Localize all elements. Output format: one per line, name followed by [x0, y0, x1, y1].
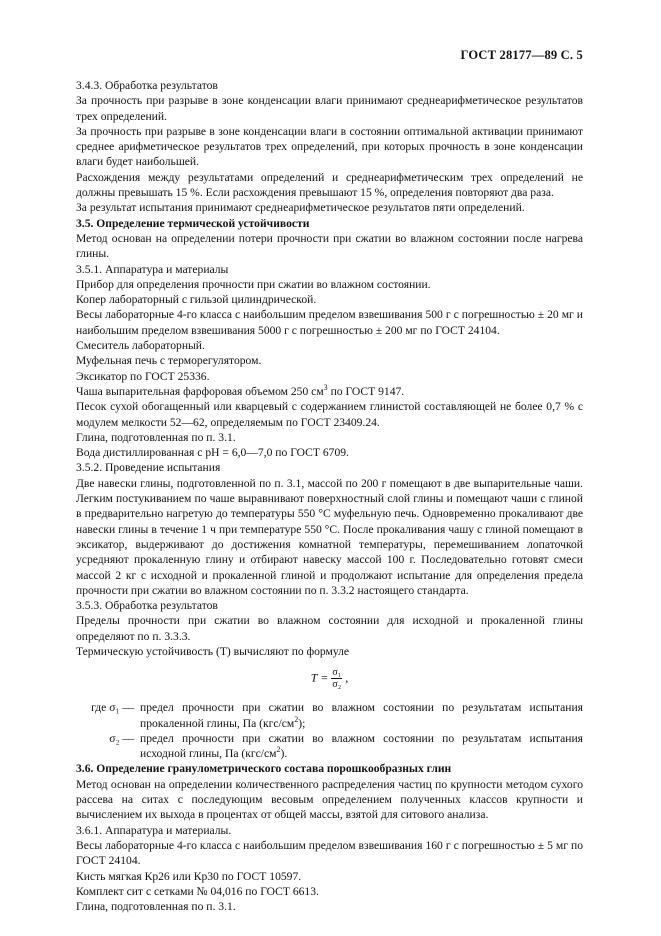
list-item	[76, 384, 583, 399]
section-heading-3-6-1: 3.6.1. Аппаратура и материалы.	[76, 823, 232, 837]
section-heading-3-5-2: 3.5.2. Проведение испытания	[76, 461, 221, 475]
superscript: 2	[276, 745, 281, 755]
paragraph: Расхождения между результатами определений и среднеарифметическим трех определений не должны превышать 15 %. Если расхождения превышают 15 %, определения повторяют два раза.	[76, 170, 583, 200]
list-item: Кисть мягкая Кр26 или Кр30 по ГОСТ 10597.	[76, 869, 302, 883]
document-body	[76, 78, 583, 914]
text: Чаша выпарительная фарфоровая объемом 250 см	[76, 384, 324, 398]
paragraph: Метод основан на определении количественного распределения частиц по крупности методом сухого рассева на ситах с последующим весовым определением полученных классов крупности и вычислением их выхода в процентах от общей массы, взятой для ситового анализа.	[76, 777, 583, 822]
list-item: Песок сухой обогащенный или кварцевый с содержанием глинистой составляющей не более 0,7 % с модулем мелкости 52—62, определяемым по ГОСТ 23409.24.	[76, 400, 583, 429]
text: );	[298, 716, 306, 730]
list-item: Глина, подготовленная по п. 3.1.	[76, 430, 236, 444]
section-heading-3-5: 3.5. Определение термической устойчивости	[76, 216, 310, 230]
paragraph: Две навески глины, подготовленной по п. 3.1, массой по 200 г помещают в две выпарительные чаши. Легким постукиванием по чаше выравнивают поверхностный слой глины и помещают чаши с глиной в предварительно нагретую до температуры 550 °С муфельную печь. Одновременно прокаливают две навески глины в течение 1 ч при температуре 550 °С. После прокаливания чашу с глиной помещают в эксикатор, выдерживают до достижения комнатной температуры, перемешиванием лопаточкой усредняют прокаленную глину и отбирают навеску массой 100 г. Последовательно готовят смеси массой 2 кг с исходной и прокаленной глиной и продолжают испытание для определения предела прочности при сжатии во влажном состоянии по п. 3.3.2 настоящего стандарта.	[76, 476, 583, 597]
list-item: Копер лабораторный с гильзой цилиндрической.	[76, 293, 317, 307]
paragraph: За результат испытания принимают среднеарифметическое результатов пяти определений.	[76, 201, 525, 215]
list-item: Прибор для определения прочности при сжатии во влажном состоянии.	[76, 277, 431, 291]
text: по ГОСТ 9147.	[327, 384, 405, 398]
text: предел прочности при сжатии во влажном состоянии по результатам испытания исходной глины, Па (кгс/см	[140, 731, 583, 761]
where-text	[140, 700, 583, 731]
section-heading-3-4-3: 3.4.3. Обработка результатов	[76, 79, 218, 92]
formula-tail: ,	[345, 670, 349, 685]
section-heading-3-5-1: 3.5.1. Аппаратура и материалы	[76, 262, 229, 276]
where-item	[0, 700, 583, 731]
where-item	[0, 731, 583, 762]
section-heading-3-6: 3.6. Определение гранулометрического состава порошкообразных глин	[76, 762, 452, 776]
section-heading-3-5-3: 3.5.3. Обработка результатов	[76, 599, 218, 613]
list-item: Весы лабораторные 4-го класса с наибольшим пределом взвешивания 500 г с погрешностью ± 20 мг и наибольшим пределом взвешивания 5000 г с погрешностью ± 200 мг по ГОСТ 24104.	[76, 308, 583, 337]
list-item: Эксикатор по ГОСТ 25336.	[76, 369, 210, 383]
list-item: Весы лабораторные 4-го класса с наибольшим пределом взвешивания 160 г с погрешностью ± 5 мг по ГОСТ 24104.	[76, 838, 583, 868]
list-item: Комплект сит с сетками № 04,016 по ГОСТ 6613.	[76, 884, 319, 898]
paragraph: Пределы прочности при сжатии во влажном состоянии для исходной и прокаленной глины определяют по п. 3.3.3.	[76, 614, 583, 643]
superscript: 3	[323, 383, 328, 393]
where-label: где σ₁ —	[91, 701, 134, 715]
where-text	[140, 731, 583, 762]
list-item: Вода дистиллированная с рН = 6,0—7,0 по ГОСТ 6709.	[76, 446, 349, 460]
list-item: Глина, подготовленная по п. 3.1.	[76, 900, 236, 914]
formula	[76, 667, 583, 690]
list-item: Муфельная печь с терморегулятором.	[76, 354, 262, 368]
paragraph: Метод основан на определении потери прочности при сжатии во влажном состоянии после нагрева глины.	[76, 231, 583, 261]
text: ).	[280, 747, 288, 761]
paragraph: За прочность при разрыве в зоне конденсации влаги принимают среднеарифметическое результатов трех определений.	[76, 94, 583, 123]
fraction-denominator: σ₂	[332, 679, 342, 691]
fraction-numerator: σ₁	[332, 667, 342, 679]
superscript: 2	[294, 714, 299, 724]
fraction	[331, 667, 342, 690]
list-item: Смеситель лабораторный.	[76, 339, 205, 353]
paragraph: За прочность при разрыве в зоне конденсации влаги в состоянии оптимальной активации принимают среднее арифметическое результатов трех определений, при которых прочность в зоне конденсации влаги будет наибольшей.	[76, 124, 583, 169]
paragraph: Термическую устойчивость (T) вычисляют по формуле	[76, 644, 350, 658]
text: предел прочности при сжатии во влажном состоянии по результатам испытания прокаленной глины, Па (кгс/см	[140, 701, 583, 730]
where-label: σ₂ —	[109, 731, 134, 745]
page-header: ГОСТ 28177—89 С. 5	[460, 48, 583, 62]
formula-lhs: T =	[310, 670, 329, 685]
